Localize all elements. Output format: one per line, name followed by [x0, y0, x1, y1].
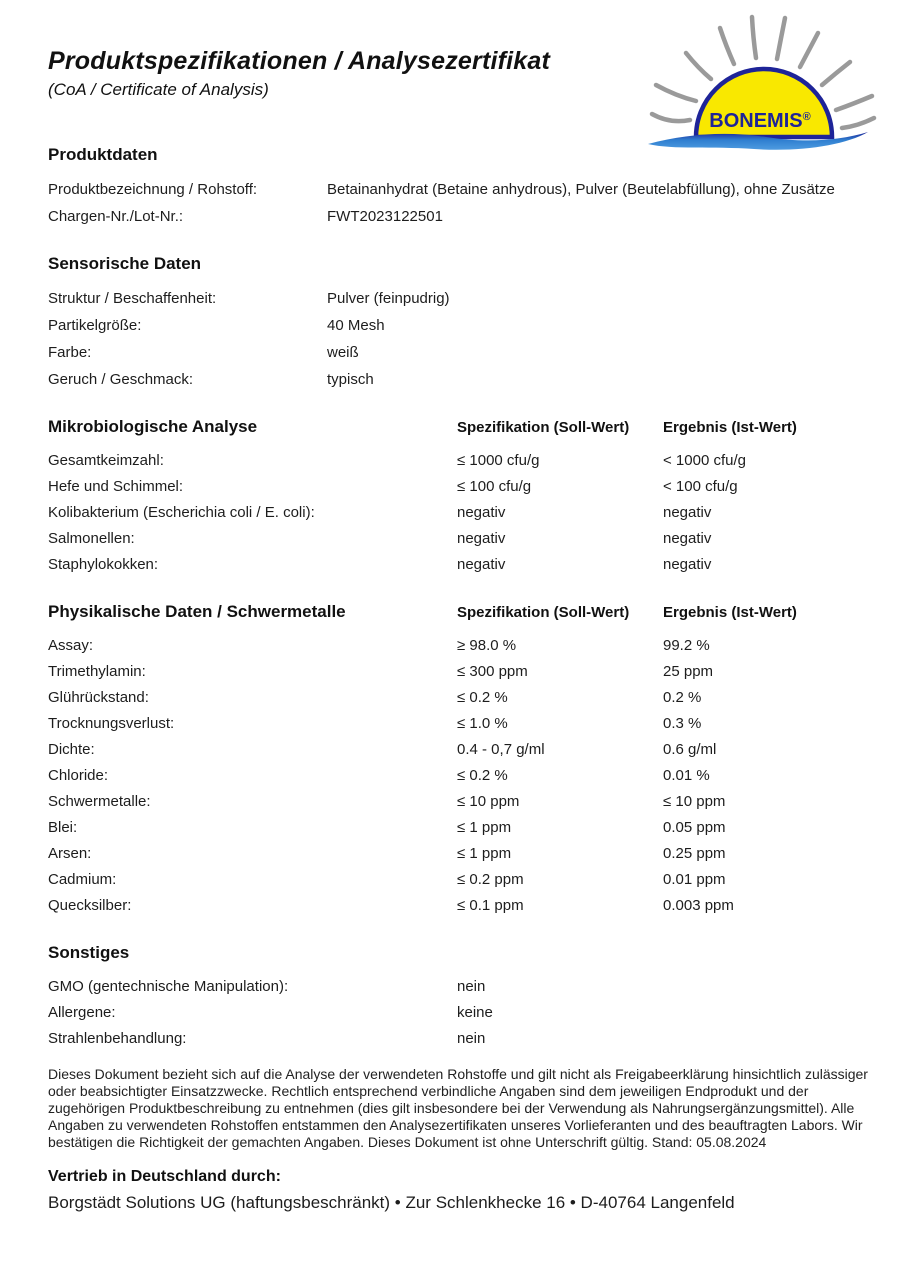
table-row — [48, 737, 870, 763]
row-value: nein — [457, 978, 486, 995]
table-row — [48, 552, 870, 578]
column-header-ergebnis: Ergebnis (Ist-Wert) — [663, 604, 797, 621]
row-value: nein — [457, 1030, 486, 1047]
row-label: Salmonellen: — [48, 530, 135, 547]
spec-value: ≤ 0.2 % — [457, 767, 508, 784]
row-label: Chargen-Nr./Lot-Nr.: — [48, 208, 184, 225]
section-title: Physikalische Daten / Schwermetalle — [48, 602, 346, 621]
section-mikrobiologische-analyse — [48, 417, 870, 578]
section-physikalische-daten — [48, 602, 870, 919]
table-row — [48, 474, 870, 500]
row-label: Produktbezeichnung / Rohstoff: — [48, 181, 258, 198]
spec-value: ≤ 100 cfu/g — [457, 478, 532, 495]
result-value: 0.05 ppm — [663, 819, 726, 836]
spec-value: ≤ 1 ppm — [457, 819, 512, 836]
spec-value: ≥ 98.0 % — [457, 637, 517, 654]
disclaimer-text: Dieses Dokument bezieht sich auf die Analyse der verwendeten Rohstoffe und gilt nicht als Freigabeerklärung hinsichtlich zulässiger oder beabsichtigter Einsatzzwecke. Rechtlich entsprechend verbindliche Angaben sind dem jeweiligen Endprodukt und der zugehörigen Produktbeschreibung zu entnehmen (dies gilt insbesondere bei der Verwendung als Nahrungsergänzungsmittel). Alle Angaben zu verwendeten Rohstoffen entstammen den Analysezertifikaten unseres Vorlieferanten und des beauftragten Labors. Wir bestätigen die Richtigkeit der gemachten Angaben. Dieses Dokument ist ohne Unterschrift gültig. Stand: 05.08.2024 — [48, 1066, 868, 1150]
table-row — [48, 1000, 870, 1026]
table-row — [48, 448, 870, 474]
row-label: Blei: — [48, 819, 78, 836]
footer — [48, 1167, 870, 1214]
distributor-address: Borgstädt Solutions UG (haftungsbeschränkt) • Zur Schlenkhecke 16 • D-40764 Langenfeld — [48, 1193, 735, 1212]
section-title: Produktdaten — [48, 145, 158, 164]
section-sonstiges — [48, 943, 870, 1052]
row-value: keine — [457, 1004, 493, 1021]
table-row — [48, 867, 870, 893]
section-produktdaten — [48, 145, 870, 230]
footer-title: Vertrieb in Deutschland durch: — [48, 1168, 281, 1185]
result-value: 0.003 ppm — [663, 897, 734, 914]
column-header-ergebnis: Ergebnis (Ist-Wert) — [663, 419, 797, 436]
row-label: Arsen: — [48, 845, 92, 862]
result-value: < 1000 cfu/g — [663, 452, 746, 469]
table-row — [48, 974, 870, 1000]
bonemis-logo — [646, 6, 880, 156]
table-row — [48, 789, 870, 815]
row-label: Glührückstand: — [48, 689, 149, 706]
spec-value: ≤ 0.2 % — [457, 689, 508, 706]
result-value: ≤ 10 ppm — [663, 793, 726, 810]
row-label: Cadmium: — [48, 871, 117, 888]
row-label: Hefe und Schimmel: — [48, 478, 184, 495]
spec-value: 0.4 - 0,7 g/ml — [457, 741, 545, 758]
table-row — [48, 763, 870, 789]
spec-value: ≤ 1 ppm — [457, 845, 512, 862]
brand-text: BONEMIS® — [709, 110, 811, 132]
sonstiges-rows — [48, 974, 870, 1052]
table-row — [48, 176, 870, 203]
column-header-spezifikation: Spezifikation (Soll-Wert) — [457, 419, 630, 436]
spec-value: ≤ 0.1 ppm — [457, 897, 524, 914]
row-label: Trimethylamin: — [48, 663, 146, 680]
page-title: Produktspezifikationen / Analysezertifikat — [48, 47, 551, 75]
row-label: Kolibakterium (Escherichia coli / E. coli): — [48, 504, 315, 521]
result-value: 0.01 % — [663, 767, 710, 784]
result-value: 0.6 g/ml — [663, 741, 717, 758]
row-label: GMO (gentechnische Manipulation): — [48, 978, 289, 995]
row-value: FWT2023122501 — [327, 208, 443, 225]
produktdaten-rows — [48, 176, 870, 230]
result-value: < 100 cfu/g — [663, 478, 738, 495]
result-value: 0.2 % — [663, 689, 702, 706]
row-label: Partikelgröße: — [48, 317, 142, 334]
spec-value: ≤ 1.0 % — [457, 715, 508, 732]
section-sensorische-daten — [48, 254, 870, 393]
row-label: Schwermetalle: — [48, 793, 151, 810]
row-label: Geruch / Geschmack: — [48, 371, 194, 388]
result-value: negativ — [663, 504, 712, 521]
row-label: Chloride: — [48, 767, 109, 784]
row-label: Trocknungsverlust: — [48, 715, 175, 732]
spec-value: ≤ 1000 cfu/g — [457, 452, 540, 469]
section-title: Sensorische Daten — [48, 254, 202, 273]
spec-value: negativ — [457, 556, 506, 573]
result-value: 0.25 ppm — [663, 845, 726, 862]
table-row — [48, 312, 870, 339]
table-row — [48, 339, 870, 366]
result-value: negativ — [663, 530, 712, 547]
spec-value: negativ — [457, 504, 506, 521]
physikalische-rows — [48, 633, 870, 919]
table-row — [48, 893, 870, 919]
column-header-spezifikation: Spezifikation (Soll-Wert) — [457, 604, 630, 621]
table-row — [48, 659, 870, 685]
row-value: weiß — [327, 344, 359, 361]
result-value: 0.3 % — [663, 715, 702, 732]
row-label: Gesamtkeimzahl: — [48, 452, 164, 469]
section-title: Sonstiges — [48, 943, 130, 962]
table-row — [48, 203, 870, 230]
table-header — [48, 417, 870, 437]
row-value: 40 Mesh — [327, 317, 385, 334]
spec-value: ≤ 300 ppm — [457, 663, 528, 680]
result-value: negativ — [663, 556, 712, 573]
row-label: Quecksilber: — [48, 897, 132, 914]
row-label: Staphylokokken: — [48, 556, 159, 573]
section-title: Mikrobiologische Analyse — [48, 417, 258, 436]
table-row — [48, 633, 870, 659]
table-row — [48, 841, 870, 867]
table-row — [48, 500, 870, 526]
spec-value: ≤ 10 ppm — [457, 793, 520, 810]
row-label: Dichte: — [48, 741, 95, 758]
sensorische-rows — [48, 285, 870, 393]
table-header — [48, 602, 870, 622]
table-row — [48, 1026, 870, 1052]
table-row — [48, 285, 870, 312]
row-label: Strahlenbehandlung: — [48, 1030, 187, 1047]
sun-logo-icon — [646, 6, 880, 156]
row-value: typisch — [327, 371, 374, 388]
spec-value: ≤ 0.2 ppm — [457, 871, 524, 888]
row-value: Pulver (feinpudrig) — [327, 290, 450, 307]
result-value: 0.01 ppm — [663, 871, 726, 888]
result-value: 25 ppm — [663, 663, 714, 680]
table-row — [48, 815, 870, 841]
row-label: Allergene: — [48, 1004, 116, 1021]
table-row — [48, 685, 870, 711]
row-label: Farbe: — [48, 344, 92, 361]
spec-value: negativ — [457, 530, 506, 547]
mikrobiologische-rows — [48, 448, 870, 578]
table-row — [48, 526, 870, 552]
row-label: Struktur / Beschaffenheit: — [48, 290, 217, 307]
table-row — [48, 711, 870, 737]
page-subtitle: (CoA / Certificate of Analysis) — [48, 80, 269, 99]
row-label: Assay: — [48, 637, 94, 654]
table-row — [48, 366, 870, 393]
result-value: 99.2 % — [663, 637, 710, 654]
row-value: Betainanhydrat (Betaine anhydrous), Pulver (Beutelabfüllung), ohne Zusätze — [327, 181, 835, 198]
